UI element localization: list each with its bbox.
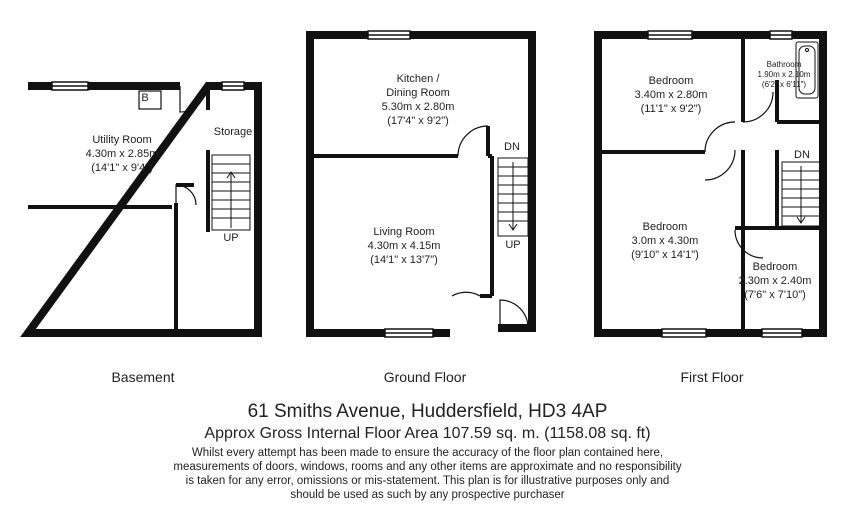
storage-label: Storage bbox=[213, 126, 253, 138]
bathroom-imperial: (6'2" x 6'11") bbox=[761, 80, 807, 89]
bedroom-3-imperial: (7'6" x 7'10") bbox=[744, 289, 806, 301]
utility-room-size: 4.30m x 2.85m bbox=[85, 148, 159, 160]
first-floor-label: First Floor bbox=[680, 369, 744, 385]
first-doors bbox=[705, 92, 773, 258]
bedroom-1-size: 3.40m x 2.80m bbox=[634, 89, 708, 101]
basement-floor-label: Basement bbox=[111, 369, 175, 385]
ground-inner-walls bbox=[310, 126, 492, 296]
bathroom-name: Bathroom bbox=[766, 60, 802, 69]
basement-up-label: UP bbox=[223, 232, 239, 244]
bedroom-2-imperial: (9'10" x 14'1") bbox=[631, 249, 699, 261]
utility-room-imperial: (14'1" x 9'4") bbox=[91, 162, 153, 174]
property-address: 61 Smiths Avenue, Huddersfield, HD3 4AP bbox=[247, 401, 608, 422]
kitchen-name-1: Kitchen / bbox=[396, 73, 440, 85]
ground-floor-label: Ground Floor bbox=[383, 369, 467, 385]
disclaimer-text: Whilst every attempt has been made to ensure the accuracy of the floor plan contained here, measurements of doors, windows, rooms and any other items are approximate and no responsibility is taken for any error, omissions or mis-statement. This plan is for illustrative purposes only and should be used as such by any prospective purchaser bbox=[173, 447, 682, 501]
kitchen-name-2: Dining Room bbox=[386, 87, 450, 99]
kitchen-imperial: (17'4" x 9'2") bbox=[387, 115, 449, 127]
bedroom-1-name: Bedroom bbox=[648, 75, 694, 87]
first-dn-label: DN bbox=[794, 149, 810, 161]
bedroom-3-size: 2.30m x 2.40m bbox=[738, 275, 812, 287]
living-room-size: 4.30m x 4.15m bbox=[367, 240, 441, 252]
utility-room-name: Utility Room bbox=[92, 134, 152, 146]
kitchen-size: 5.30m x 2.80m bbox=[381, 101, 455, 113]
living-room-imperial: (14'1" x 13'7") bbox=[370, 254, 438, 266]
bedroom-2-name: Bedroom bbox=[642, 221, 688, 233]
bathroom-size: 1.90m x 2.10m bbox=[757, 70, 811, 79]
first-stairs bbox=[782, 162, 820, 226]
living-room-name: Living Room bbox=[373, 226, 435, 238]
bedroom-3-name: Bedroom bbox=[752, 261, 798, 273]
boiler-label: B bbox=[141, 92, 149, 104]
bedroom-1-imperial: (11'1" x 9'2") bbox=[640, 103, 702, 115]
ground-dn-label: DN bbox=[504, 141, 520, 153]
ground-stairs bbox=[498, 158, 528, 236]
ground-up-label: UP bbox=[505, 239, 521, 251]
floor-area: Approx Gross Internal Floor Area 107.59 sq. m. (1158.08 sq. ft) bbox=[204, 425, 651, 442]
basement-stairs bbox=[212, 155, 250, 230]
bedroom-2-size: 3.0m x 4.30m bbox=[631, 235, 699, 247]
